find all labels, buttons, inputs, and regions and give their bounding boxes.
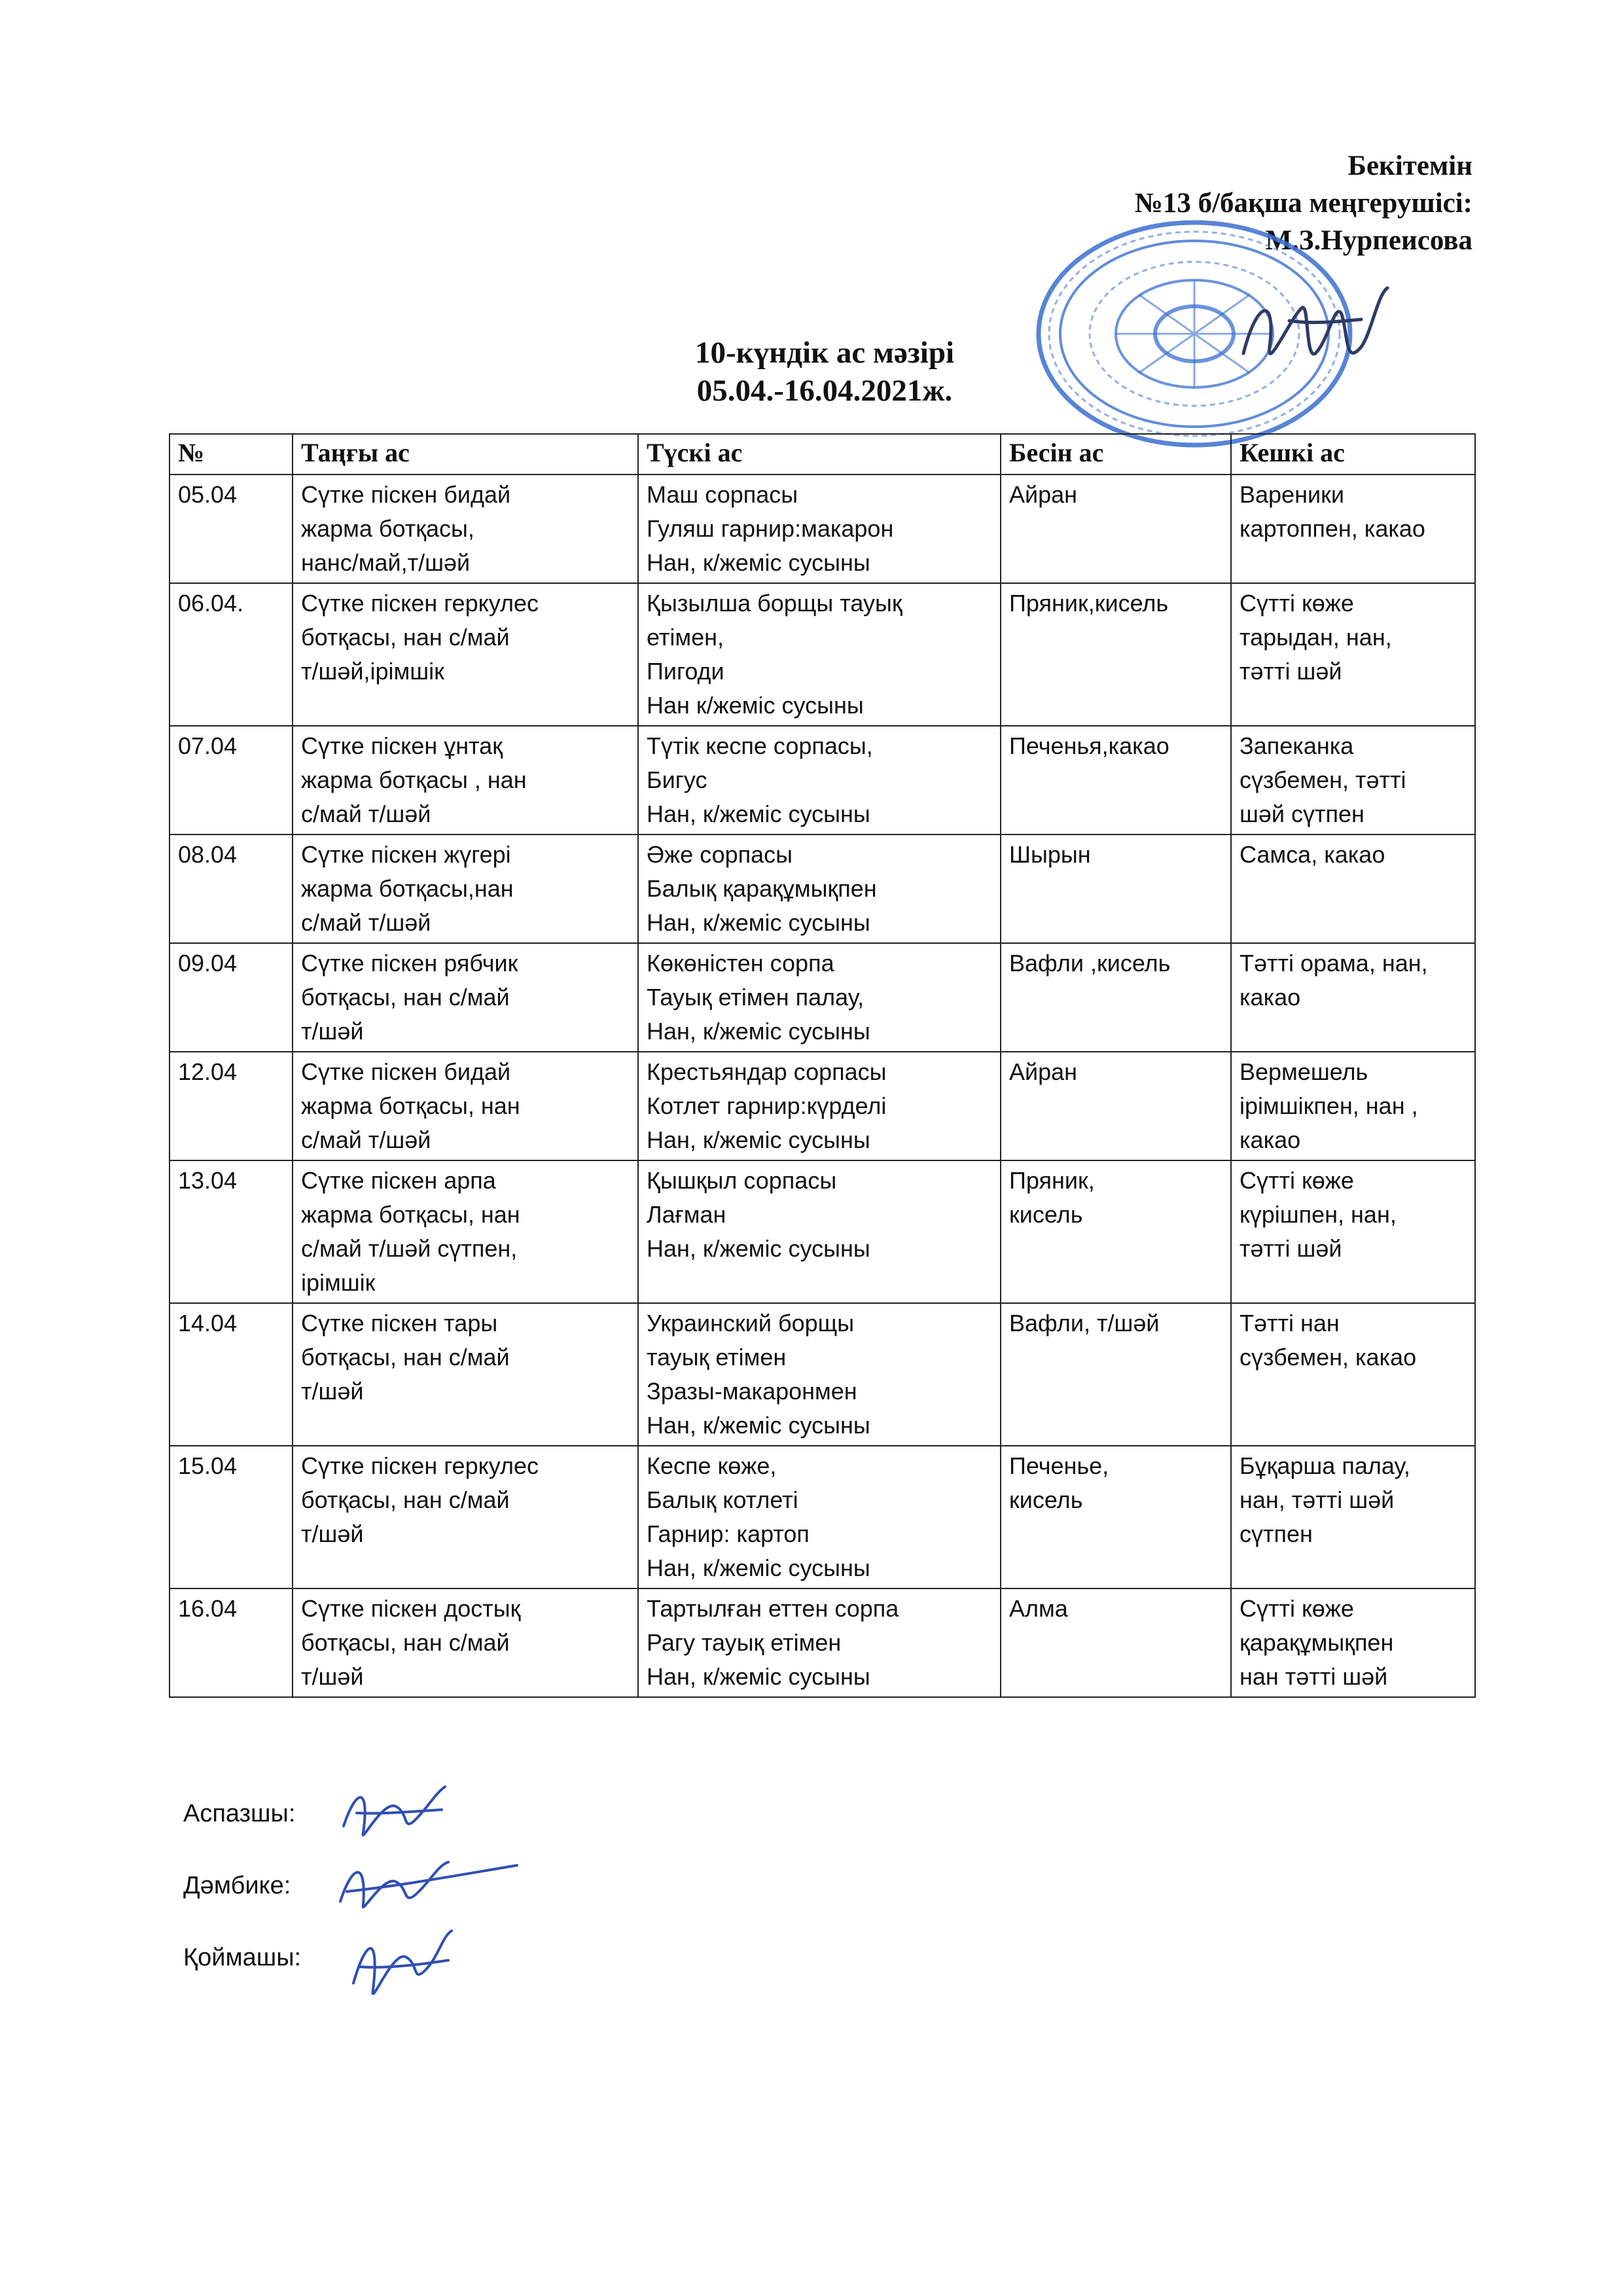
dinner-cell [1231, 1588, 1475, 1697]
dinner-cell [1231, 583, 1475, 726]
taster-signature-icon [327, 1846, 524, 1924]
lunch-cell-line: Түтік кеспе сорпасы, [647, 732, 873, 759]
lunch-cell-line: Көкөністен сорпа [647, 950, 834, 977]
lunch-cell [638, 834, 1001, 943]
breakfast-cell-line: Сүтке піскен ұнтақ [301, 732, 503, 759]
lunch-cell-line: Маш сорпасы [647, 481, 798, 508]
cook-label: Аспазшы: [183, 1800, 296, 1827]
dinner-cell-line: сүтпен [1240, 1520, 1313, 1547]
table-row [169, 1160, 1475, 1303]
table-row [169, 1303, 1475, 1446]
dinner-cell [1231, 1052, 1475, 1160]
dinner-cell-line: Тәтті орама, нан, [1240, 950, 1428, 977]
date-cell: 07.04 [169, 726, 293, 834]
breakfast-cell [293, 943, 638, 1052]
dinner-cell-line: Самса, какао [1240, 841, 1385, 868]
taster-label: Дәмбике: [183, 1872, 291, 1899]
snack-cell [1001, 943, 1231, 1052]
lunch-cell-line: тауық етімен [647, 1344, 787, 1371]
breakfast-cell [293, 1446, 638, 1588]
dinner-cell [1231, 726, 1475, 834]
table-row [169, 1446, 1475, 1588]
snack-cell [1001, 1588, 1231, 1697]
lunch-cell [638, 1303, 1001, 1446]
lunch-cell [638, 475, 1001, 583]
lunch-cell-line: Украинский борщы [647, 1310, 855, 1336]
table-row [169, 475, 1475, 583]
approval-line-name: М.З.Нурпеисова [1265, 225, 1472, 256]
dinner-cell-line: Сүтті көже [1240, 1595, 1354, 1622]
table-row [169, 943, 1475, 1052]
date-cell: 14.04 [169, 1303, 293, 1446]
snack-cell-line: Шырын [1009, 841, 1091, 868]
lunch-cell-line: Нан, к/жеміс сусыны [647, 1412, 870, 1439]
breakfast-cell-line: жарма ботқасы , нан [301, 766, 527, 793]
dinner-cell-line: тарыдан, нан, [1240, 624, 1392, 651]
breakfast-cell-line: с/май т/шәй [301, 800, 431, 827]
table-body [169, 475, 1475, 1697]
dinner-cell [1231, 1160, 1475, 1303]
breakfast-cell-line: жарма ботқасы,нан [301, 875, 514, 902]
approval-line-position: №13 б/бақша меңгерушісі: [1134, 188, 1472, 219]
lunch-cell-line: Гуляш гарнир:макарон [647, 515, 894, 542]
header-dinner: Кешкі ас [1231, 434, 1475, 475]
header-number: № [169, 434, 293, 475]
table-row [169, 583, 1475, 726]
lunch-cell-line: Нан, к/жеміс сусыны [647, 1126, 870, 1153]
dinner-cell-line: Бұқарша палау, [1240, 1452, 1410, 1479]
breakfast-cell-line: т/шәй [301, 1663, 364, 1690]
dinner-cell-line: нан тәтті шәй [1240, 1663, 1388, 1690]
dinner-cell-line: какао [1240, 984, 1301, 1011]
dinner-cell-line: Запеканка [1240, 732, 1354, 759]
lunch-cell-line: Котлет гарнир:күрделі [647, 1092, 887, 1119]
dinner-cell-line: ірімшікпен, нан , [1240, 1092, 1418, 1119]
breakfast-cell [293, 475, 638, 583]
lunch-cell-line: Бигус [647, 766, 707, 793]
breakfast-cell-line: жарма ботқасы, нан [301, 1092, 520, 1119]
date-cell: 13.04 [169, 1160, 293, 1303]
lunch-cell-line: Балық қарақұмықпен [647, 875, 877, 902]
title-line-dates: 05.04.-16.04.2021ж. [696, 374, 953, 408]
lunch-cell-line: Пигоди [647, 658, 724, 685]
date-cell: 15.04 [169, 1446, 293, 1588]
lunch-cell-line: етімен, [647, 624, 724, 651]
snack-cell-line: кисель [1009, 1201, 1083, 1228]
snack-cell-line: кисель [1009, 1486, 1083, 1513]
lunch-cell-line: Тартылған еттен сорпа [647, 1595, 899, 1622]
header-snack: Бесін ас [1001, 434, 1231, 475]
table-header-row [169, 434, 1475, 475]
dinner-cell [1231, 1446, 1475, 1588]
snack-cell-line: Вафли ,кисель [1009, 950, 1171, 977]
lunch-cell-line: Зразы-макаронмен [647, 1378, 857, 1405]
lunch-cell-line: Нан, к/жеміс сусыны [647, 800, 870, 827]
dinner-cell-line: картоппен, какао [1240, 515, 1425, 542]
snack-cell [1001, 1052, 1231, 1160]
dinner-cell-line: күрішпен, нан, [1240, 1201, 1397, 1228]
lunch-cell [638, 583, 1001, 726]
date-cell: 05.04 [169, 475, 293, 583]
breakfast-cell-line: с/май т/шәй [301, 1126, 431, 1153]
dinner-cell-line: какао [1240, 1126, 1301, 1153]
lunch-cell [638, 1588, 1001, 1697]
breakfast-cell-line: с/май т/шәй [301, 909, 431, 936]
snack-cell-line: Печенья,какао [1009, 732, 1169, 759]
breakfast-cell-line: нанс/май,т/шәй [301, 549, 471, 576]
snack-cell-line: Вафли, т/шәй [1009, 1310, 1160, 1336]
table-row [169, 726, 1475, 834]
breakfast-cell [293, 1052, 638, 1160]
date-cell: 09.04 [169, 943, 293, 1052]
dinner-cell-line: сүзбемен, какао [1240, 1344, 1417, 1371]
breakfast-cell [293, 726, 638, 834]
lunch-cell-line: Нан, к/жеміс сусыны [647, 1663, 870, 1690]
lunch-cell-line: Крестьяндар сорпасы [647, 1058, 887, 1085]
dinner-cell-line: нан, тәтті шәй [1240, 1486, 1395, 1513]
lunch-cell-line: Тауық етімен палау, [647, 984, 865, 1011]
snack-cell-line: Айран [1009, 1058, 1078, 1085]
storekeeper-signature-icon [334, 1918, 465, 2016]
date-cell: 12.04 [169, 1052, 293, 1160]
lunch-cell-line: Нан, к/жеміс сусыны [647, 909, 870, 936]
breakfast-cell [293, 1303, 638, 1446]
lunch-cell-line: Рагу тауық етімен [647, 1629, 842, 1656]
breakfast-cell-line: ботқасы, нан с/май [301, 1486, 510, 1513]
header-breakfast: Таңғы ас [293, 434, 638, 475]
dinner-cell-line: Вареники [1240, 481, 1344, 508]
snack-cell-line: Пряник, [1009, 1167, 1095, 1194]
lunch-cell-line: Кеспе көже, [647, 1452, 777, 1479]
snack-cell [1001, 834, 1231, 943]
lunch-cell-line: Нан, к/жеміс сусыны [647, 1554, 870, 1581]
breakfast-cell-line: ботқасы, нан с/май [301, 624, 510, 651]
date-cell: 06.04. [169, 583, 293, 726]
snack-cell-line: Печенье, [1009, 1452, 1109, 1479]
dinner-cell-line: сүзбемен, тәтті [1240, 766, 1406, 793]
snack-cell [1001, 1446, 1231, 1588]
snack-cell [1001, 583, 1231, 726]
lunch-cell-line: Нан, к/жеміс сусыны [647, 1018, 870, 1045]
lunch-cell [638, 1446, 1001, 1588]
breakfast-cell-line: т/шәй [301, 1378, 364, 1405]
cook-signature-icon [330, 1774, 461, 1852]
lunch-cell [638, 943, 1001, 1052]
breakfast-cell-line: Сүтке піскен арпа [301, 1167, 496, 1194]
dinner-cell-line: Вермешель [1240, 1058, 1368, 1085]
breakfast-cell [293, 834, 638, 943]
lunch-cell-line: Лағман [647, 1201, 726, 1228]
dinner-cell-line: тәтті шәй [1240, 658, 1342, 685]
snack-cell-line: Пряник,кисель [1009, 590, 1169, 617]
dinner-cell-line: тәтті шәй [1240, 1235, 1342, 1262]
snack-cell [1001, 1303, 1231, 1446]
breakfast-cell-line: Сүтке піскен бидай [301, 1058, 511, 1085]
table-row [169, 1052, 1475, 1160]
breakfast-cell [293, 583, 638, 726]
breakfast-cell-line: с/май т/шәй сүтпен, [301, 1235, 518, 1262]
breakfast-cell [293, 1588, 638, 1697]
lunch-cell [638, 1160, 1001, 1303]
breakfast-cell-line: т/шәй [301, 1018, 364, 1045]
dinner-cell [1231, 943, 1475, 1052]
document-title [0, 334, 1623, 410]
breakfast-cell-line: Сүтке піскен достық [301, 1595, 521, 1622]
lunch-cell [638, 1052, 1001, 1160]
date-cell: 08.04 [169, 834, 293, 943]
header-lunch: Түскі ас [638, 434, 1001, 475]
table-row [169, 834, 1475, 943]
approval-line-approve: Бекітемін [1347, 151, 1472, 181]
breakfast-cell-line: жарма ботқасы, [301, 515, 474, 542]
lunch-cell-line: Нан к/жеміс сусыны [647, 692, 864, 719]
breakfast-cell-line: Сүтке піскен тары [301, 1310, 498, 1336]
menu-table [169, 433, 1476, 1698]
lunch-cell-line: Балық котлеті [647, 1486, 798, 1513]
lunch-cell [638, 726, 1001, 834]
dinner-cell [1231, 1303, 1475, 1446]
storekeeper-label: Қоймашы: [183, 1944, 302, 1971]
breakfast-cell-line: т/шәй,ірімшік [301, 658, 444, 685]
breakfast-cell-line: Сүтке піскен геркулес [301, 590, 539, 617]
date-cell: 16.04 [169, 1588, 293, 1697]
lunch-cell-line: Қызылша борщы тауық [647, 590, 902, 617]
breakfast-cell-line: Сүтке піскен жүгері [301, 841, 511, 868]
title-line-menu: 10-күндік ас мәзірі [694, 336, 955, 370]
dinner-cell-line: Тәтті нан [1240, 1310, 1340, 1336]
breakfast-cell [293, 1160, 638, 1303]
breakfast-cell-line: ірімшік [301, 1269, 376, 1296]
breakfast-cell-line: ботқасы, нан с/май [301, 984, 510, 1011]
lunch-cell-line: Қышқыл сорпасы [647, 1167, 837, 1194]
snack-cell [1001, 726, 1231, 834]
lunch-cell-line: Әже сорпасы [647, 841, 793, 868]
snack-cell-line: Алма [1009, 1595, 1068, 1622]
lunch-cell-line: Гарнир: картоп [647, 1520, 810, 1547]
lunch-cell-line: Нан, к/жеміс сусыны [647, 549, 870, 576]
snack-cell-line: Айран [1009, 481, 1078, 508]
breakfast-cell-line: ботқасы, нан с/май [301, 1629, 510, 1656]
breakfast-cell-line: Сүтке піскен рябчик [301, 950, 518, 977]
breakfast-cell-line: ботқасы, нан с/май [301, 1344, 510, 1371]
snack-cell [1001, 475, 1231, 583]
snack-cell [1001, 1160, 1231, 1303]
dinner-cell-line: шәй сүтпен [1240, 800, 1364, 827]
lunch-cell-line: Нан, к/жеміс сусыны [647, 1235, 870, 1262]
breakfast-cell-line: жарма ботқасы, нан [301, 1201, 520, 1228]
breakfast-cell-line: Сүтке піскен геркулес [301, 1452, 539, 1479]
breakfast-cell-line: т/шәй [301, 1520, 364, 1547]
table-row [169, 1588, 1475, 1697]
dinner-cell-line: Сүтті көже [1240, 1167, 1354, 1194]
dinner-cell-line: қарақұмықпен [1240, 1629, 1394, 1656]
dinner-cell [1231, 475, 1475, 583]
dinner-cell-line: Сүтті көже [1240, 590, 1354, 617]
breakfast-cell-line: Сүтке піскен бидай [301, 481, 511, 508]
dinner-cell [1231, 834, 1475, 943]
